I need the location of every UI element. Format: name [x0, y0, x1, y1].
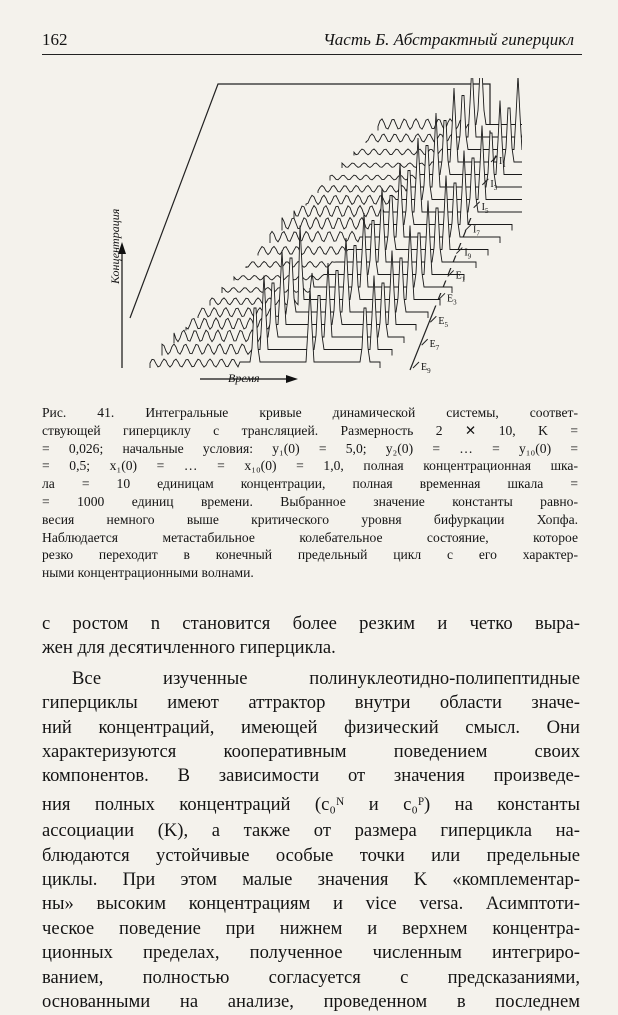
series-label: $E_3$ — [447, 293, 457, 307]
body-text — [42, 612, 580, 1015]
paragraph-line: блюдаются устойчивые особые точки или предельные — [42, 844, 580, 866]
running-title: Часть Б. Абстрактный гиперцикл — [323, 30, 574, 49]
paragraph-line: ванием, полностью согласуется с предсказаниями, — [42, 966, 580, 988]
paragraph-line: ассоциации (K), а также от размера гиперцикла на- — [42, 820, 580, 842]
caption-line: Рис. 41. Интегральные кривые динамической системы, соответ- — [42, 405, 578, 420]
paragraph-line: компонентов. В зависимости от значения произведе- — [42, 765, 580, 787]
series-label: $I_7$ — [473, 224, 480, 238]
paragraph-line: ны» высоким концентрациям и vice versa. Асимптоти- — [42, 893, 580, 915]
curve-fill — [354, 78, 522, 156]
paragraph-line: ческое поведение при нижнем и верхнем концентра- — [42, 917, 580, 939]
paragraph-line: ния полных концентраций (c₀ᴺ и c₀ᴾ) на константы — [42, 793, 580, 815]
series-label: $E_7$ — [429, 339, 440, 353]
caption-line: ными концентрационными волнами. — [42, 565, 254, 581]
paragraph-line: ний концентраций, имеющей физический смысл. Они — [42, 716, 580, 738]
paragraph-line: характеризуются кооперативным поведением своих — [42, 741, 580, 763]
caption-line: резко переходит в конечный предельный цикл с его характер- — [42, 547, 578, 563]
caption-line: = 0,026; начальные условия: y₁(0) = 5,0; y₂(0) = … = y₁₀(0) = — [42, 440, 578, 456]
paragraph-line: циклы. При этом малые значения K «комплементар- — [42, 869, 580, 891]
plot-curves — [150, 78, 522, 368]
figure-plot — [110, 78, 522, 394]
series-label: $E_5$ — [438, 316, 448, 330]
concentration-curve — [354, 78, 522, 156]
caption-line: = 1000 единиц времени. Выбранное значение константы равно- — [42, 493, 578, 509]
paragraph-line: Все изученные полинуклеотидно-полипептидные — [72, 667, 580, 689]
paragraph-line: с ростом n становится более резким и четко выра- — [42, 613, 580, 634]
caption-line: = 0,5; x₁(0) = … = x₁₀(0) = 1,0, полная концентрационная шка- — [42, 458, 578, 474]
page-number: 162 — [42, 30, 68, 49]
caption-line: весия немного выше критического уровня бифуркации Хопфа. — [42, 511, 578, 527]
paragraph-line: ционных пределах, полученное численным интегриро- — [42, 942, 580, 964]
figure-41 — [110, 78, 522, 394]
page-header — [42, 28, 582, 55]
series-label: $I_1$ — [499, 156, 506, 169]
time-arrowhead — [286, 375, 298, 383]
figure-caption — [42, 404, 578, 582]
caption-line: ствующей гиперциклу с трансляцией. Размерность 2 ✕ 10, K = — [42, 422, 578, 438]
axis-y-label: Концентрация — [108, 208, 122, 284]
series-label: $E_9$ — [421, 362, 431, 375]
caption-line: ла = 10 единицам концентрации, полная временная шкала = — [42, 476, 578, 492]
series-label: $I_9$ — [464, 247, 472, 261]
axis-x-label: Время — [228, 371, 260, 385]
paragraph-line: основанными на анализе, проведенном в последнем — [42, 991, 580, 1013]
paragraph-line: жен для десятичленного гиперцикла. — [42, 637, 336, 659]
series-label: $E_1$ — [455, 270, 466, 284]
series-label: $I_3$ — [490, 178, 498, 192]
series-tick — [413, 362, 419, 368]
paragraph-line: гиперциклы имеют аттрактор внутри области значе- — [42, 692, 580, 714]
series-label: $I_5$ — [481, 201, 489, 215]
caption-line: Наблюдается метастабильное колебательное состояние, которое — [42, 529, 578, 545]
